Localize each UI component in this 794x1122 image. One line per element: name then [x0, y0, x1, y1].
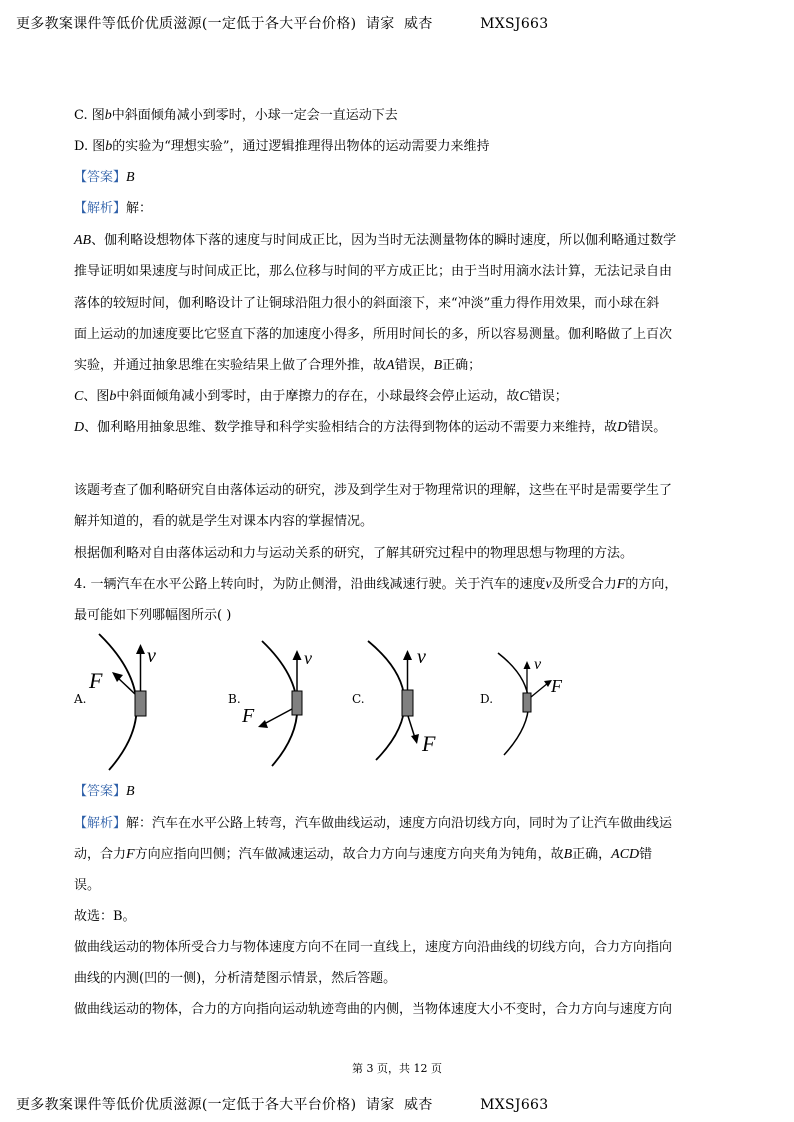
analysis-2-choice: 故选：B。: [74, 909, 136, 924]
analysis-2-line-7: 做曲线运动的物体，合力的方向指向运动轨迹弯曲的内侧，当物体速度大小不变时，合力方向与速度方向: [74, 1002, 673, 1017]
figure-c-f: F: [422, 731, 436, 756]
option-d: D. 图b的实验为“理想实验”，通过逻辑推理得出物体的运动需要力来维持: [74, 139, 490, 154]
analysis-1-line-3: 落体的较短时间，伽利略设计了让铜球沿阻力很小的斜面滚下，来“冲淡”重力得作用效果，而小球在斜: [74, 296, 660, 311]
answer-1: 【答案】B: [74, 170, 135, 185]
figure-c: [362, 638, 452, 763]
analysis-2-line-3: 误。: [74, 878, 101, 893]
page-header: 更多教案课件等低价优质滋源(一定低于各大平台价格) 请家 威杏 MXSJ663: [16, 16, 549, 32]
figure-d: [494, 650, 584, 760]
figure-a-label: A.: [74, 692, 87, 706]
analysis-1-line-6: C、图b中斜面倾角减小到零时，由于摩擦力的存在，小球最终会停止运动，故C错误；: [74, 389, 568, 404]
analysis-1-line-5: 实验，并通过抽象思维在实验结果上做了合理外推，故A错误，B正确；: [74, 358, 482, 373]
figure-a: [84, 632, 194, 772]
figure-b-v: v: [304, 648, 312, 668]
figure-c-v: v: [417, 646, 426, 668]
figure-d-label: D.: [480, 692, 494, 706]
summary-line-3: 根据伽利略对自由落体运动和力与运动关系的研究，了解其研究过程中的物理思想与物理的方法。: [74, 546, 634, 561]
figure-d-f: F: [551, 676, 562, 696]
answer-2: 【答案】B: [74, 784, 135, 799]
analysis-1-line-1: AB、伽利略设想物体下落的速度与时间成正比，因为当时无法测量物体的瞬时速度，所以伽利略通过数学: [74, 233, 677, 248]
analysis-2-line-6: 曲线的内测(凹的一侧)，分析清楚图示情景，然后答题。: [74, 971, 397, 986]
analysis-2-line-2: 动，合力F方向应指向凹侧；汽车做减速运动，故合力方向与速度方向夹角为钝角，故B正确，ACD错: [74, 847, 653, 862]
analysis-2-line-1: 【解析】解：汽车在水平公路上转弯，汽车做曲线运动，速度方向沿切线方向，同时为了让汽车做曲线运: [74, 816, 673, 831]
figure-a-v: v: [147, 645, 156, 667]
page-number: 第 3 页，共 12 页: [352, 1062, 442, 1075]
question-4-line-2: 最可能如下列哪幅图所示( ): [74, 608, 232, 623]
summary-line-1: 该题考查了伽利略研究自由落体运动的研究，涉及到学生对于物理常识的理解，这些在平时是需要学生了: [74, 483, 673, 498]
analysis-1-line-7: D、伽利略用抽象思维、数学推导和科学实验相结合的方法得到物体的运动不需要力来维持，故D错误。: [74, 420, 667, 435]
option-c: C. 图b中斜面倾角减小到零时，小球一定会一直运动下去: [74, 108, 398, 123]
figure-b-f: F: [242, 705, 255, 727]
page-footer-banner: 更多教案课件等低价优质滋源(一定低于各大平台价格) 请家 威杏 MXSJ663: [16, 1097, 549, 1113]
figure-b: [232, 638, 342, 768]
question-4-line-1: 4. 一辆汽车在水平公路上转向时，为防止侧滑，沿曲线减速行驶。关于汽车的速度v及所受合力F的方向，: [74, 577, 678, 592]
analysis-1-heading: 【解析】解：: [74, 201, 153, 216]
figure-a-f: F: [89, 668, 103, 693]
figure-d-v: v: [534, 656, 542, 673]
figure-b-label: B.: [228, 692, 241, 706]
analysis-1-line-4: 面上运动的加速度要比它竖直下落的加速度小得多，所用时间长的多，所以容易测量。伽利略做了上百次: [74, 327, 673, 342]
figure-c-label: C.: [352, 692, 365, 706]
analysis-2-line-5: 做曲线运动的物体所受合力与物体速度方向不在同一直线上，速度方向沿曲线的切线方向，合力方向指向: [74, 940, 673, 955]
analysis-1-line-2: 推导证明如果速度与时间成正比，那么位移与时间的平方成正比；由于当时用滴水法计算，无法记录自由: [74, 264, 673, 279]
summary-line-2: 解并知道的，看的就是学生对课本内容的掌握情况。: [74, 514, 374, 529]
